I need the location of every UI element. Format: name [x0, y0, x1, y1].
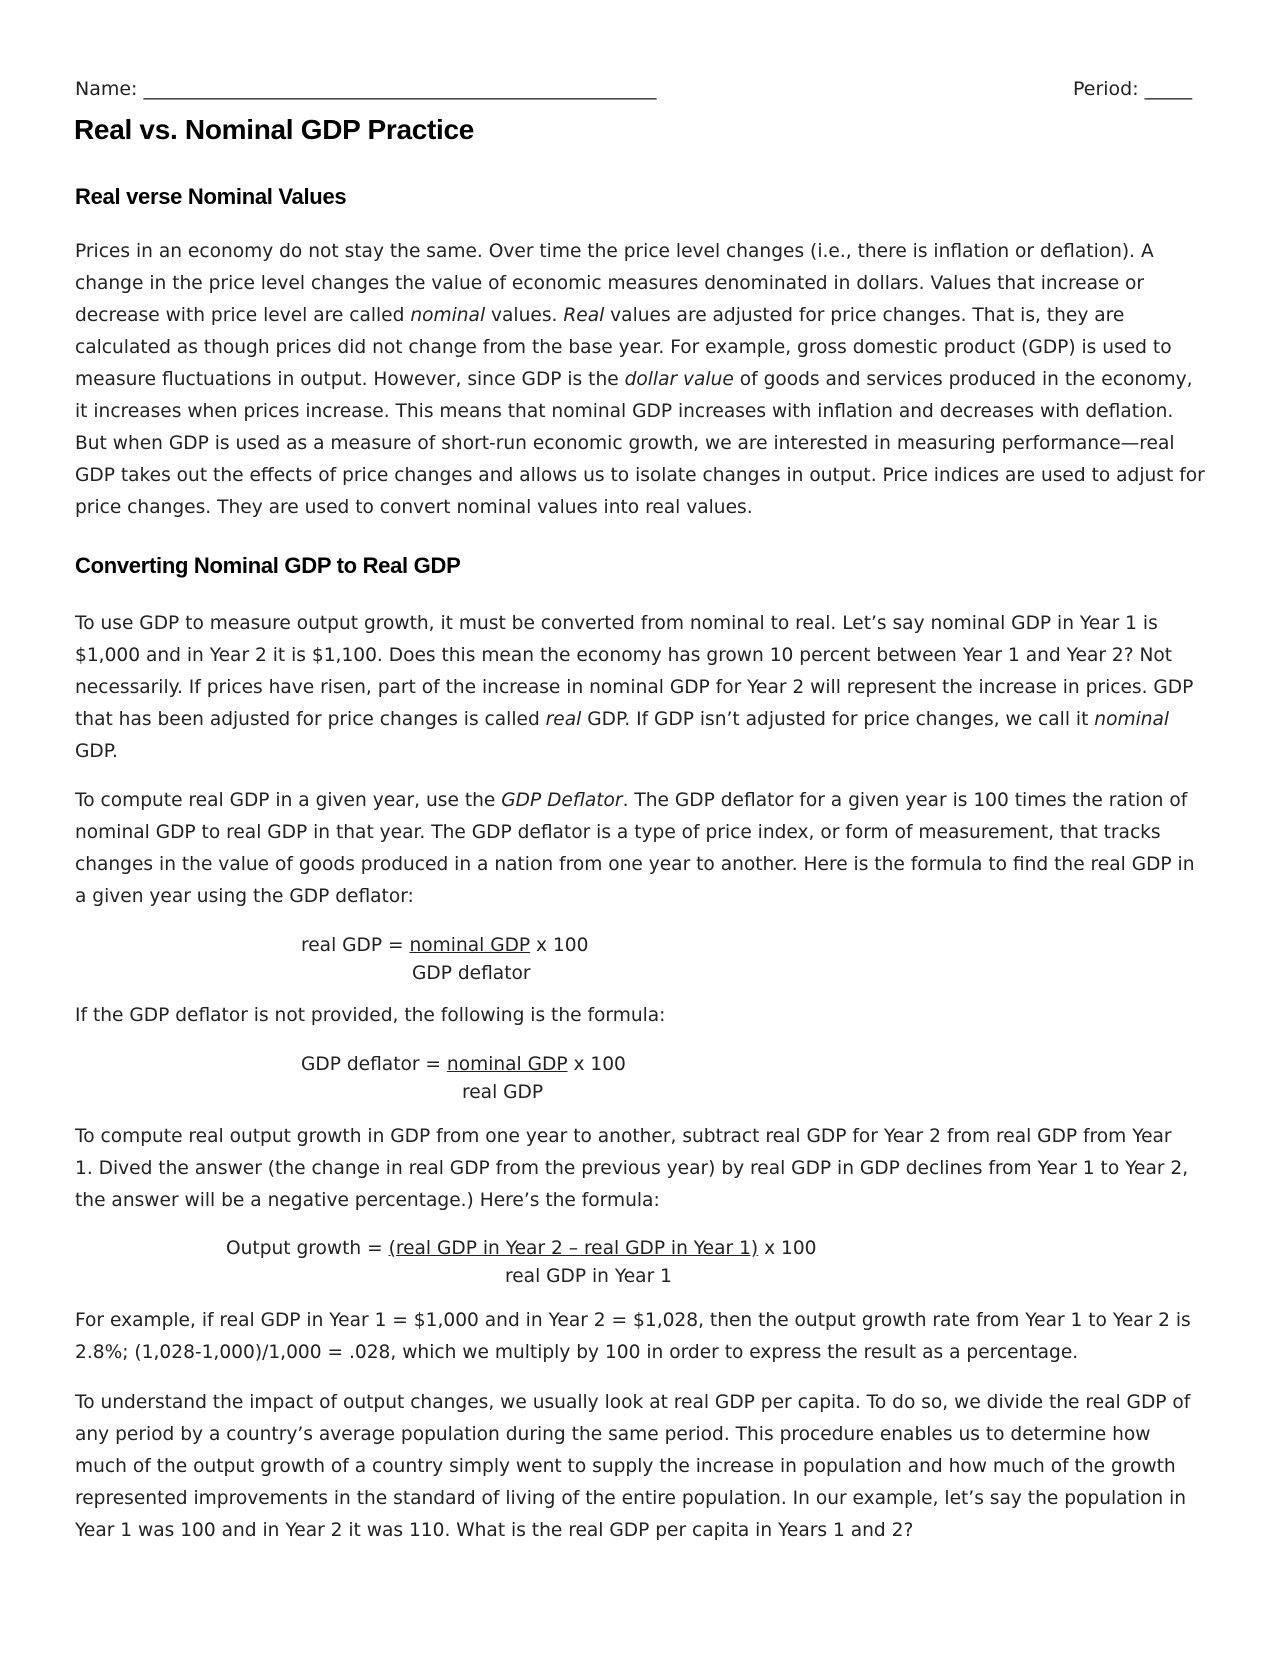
- emphasis-nominal: nominal: [410, 305, 486, 326]
- paragraph-deflator-not-provided: [75, 1000, 1210, 1032]
- paragraph-output-growth: [75, 1121, 1210, 1217]
- text-line: For example, if real GDP in Year 1 = $1,000 and in Year 2 = $1,028, then the output growth rate from Year 1 to Year 2 is: [75, 1310, 1191, 1331]
- page-title: Real vs. Nominal GDP Practice: [74, 114, 475, 145]
- text-line: But when GDP is used as a measure of short-run economic growth, we are interested in measuring performance—real: [75, 433, 1175, 454]
- text-line: necessarily. If prices have risen, part of the increase in nominal GDP for Year 2 will represent the increase in prices. GDP: [75, 677, 1194, 698]
- formula-real-gdp-denominator: GDP deflator: [412, 963, 531, 984]
- text-line: calculated as though prices did not change from the base year. For example, gross domestic product (GDP) is used to: [75, 337, 1172, 358]
- text-line: much of the output growth of a country simply went to supply the increase in population and how much of the growth: [75, 1456, 1176, 1477]
- section-heading-converting: Converting Nominal GDP to Real GDP: [75, 553, 461, 578]
- period-field-label: Period: _____: [1073, 78, 1193, 100]
- paragraph-example: [75, 1305, 1210, 1369]
- text-line: Year 1 was 100 and in Year 2 it was 110. What is the real GDP per capita in Years 1 and 2?: [75, 1520, 914, 1541]
- text-line: If the GDP deflator is not provided, the following is the formula:: [75, 1005, 666, 1026]
- formula-deflator-numerator: GDP deflator = nominal GDP x 100: [301, 1054, 626, 1075]
- emphasis-dollar-value: dollar value: [624, 369, 734, 390]
- formula-output-growth-numerator: Output growth = (real GDP in Year 2 – real GDP in Year 1) x 100: [226, 1238, 817, 1259]
- text-line: To compute real GDP in a given year, use the GDP Deflator. The GDP deflator for a given year is 100 times the ration of: [75, 790, 1188, 811]
- text-line: To compute real output growth in GDP from one year to another, subtract real GDP for Year 2 from real GDP from Year: [75, 1126, 1172, 1147]
- text-line: any period by a country’s average population during the same period. This procedure enables us to determine how: [75, 1424, 1151, 1445]
- text-line: GDP takes out the effects of price changes and allows us to isolate changes in output. Price indices are used to adjust for: [75, 465, 1205, 486]
- paragraph-gdp-deflator: [75, 785, 1210, 913]
- text-line: it increases when prices increase. This means that nominal GDP increases with inflation and decreases with deflation.: [75, 401, 1174, 422]
- emphasis-gdp-deflator: GDP Deflator: [501, 790, 623, 811]
- text-line: $1,000 and in Year 2 it is $1,100. Does this mean the economy has grown 10 percent between Year 1 and Year 2? Not: [75, 645, 1173, 666]
- formula-output-growth-denominator: real GDP in Year 1: [505, 1266, 672, 1287]
- text-line: that has been adjusted for price changes is called real GDP. If GDP isn’t adjusted for price changes, we call it nominal: [75, 709, 1170, 730]
- formula-real-gdp-numerator: real GDP = nominal GDP x 100: [301, 935, 589, 956]
- name-field-label: Name: ______________________________________________________: [75, 78, 657, 100]
- text-line: represented improvements in the standard of living of the entire population. In our example, let’s say the population in: [75, 1488, 1187, 1509]
- emphasis-real: Real: [563, 305, 605, 326]
- text-line: Prices in an economy do not stay the same. Over time the price level changes (i.e., there is inflation or deflation). A: [75, 241, 1154, 262]
- paragraph-converting-intro: [75, 608, 1210, 768]
- emphasis-real: real: [545, 709, 582, 730]
- text-line: 1. Dived the answer (the change in real GDP from the previous year) by real GDP in GDP declines from Year 1 to Year 2,: [75, 1158, 1189, 1179]
- paragraph-real-vs-nominal: [75, 236, 1210, 524]
- text-line: nominal GDP to real GDP in that year. The GDP deflator is a type of price index, or form of measurement, that tracks: [75, 822, 1161, 843]
- emphasis-nominal: nominal: [1094, 709, 1170, 730]
- text-line: 2.8%; (1,028-1,000)/1,000 = .028, which we multiply by 100 in order to express the result as a percentage.: [75, 1342, 1079, 1363]
- text-line: a given year using the GDP deflator:: [75, 886, 414, 907]
- paragraph-per-capita: [75, 1387, 1210, 1547]
- text-line: To use GDP to measure output growth, it must be converted from nominal to real. Let’s say nominal GDP in Year 1 is: [75, 613, 1158, 634]
- text-line: decrease with price level are called nominal values. Real values are adjusted for price changes. That is, they are: [75, 305, 1125, 326]
- section-heading-real-vs-nominal: Real verse Nominal Values: [75, 184, 347, 209]
- text-line: GDP.: [75, 741, 118, 762]
- formula-deflator-denominator: real GDP: [462, 1082, 544, 1103]
- text-line: changes in the value of goods produced in a nation from one year to another. Here is the formula to find the real GDP in: [75, 854, 1195, 875]
- text-line: measure fluctuations in output. However, since GDP is the dollar value of goods and services produced in the economy,: [75, 369, 1193, 390]
- text-line: To understand the impact of output changes, we usually look at real GDP per capita. To do so, we divide the real GDP of: [75, 1392, 1191, 1413]
- text-line: the answer will be a negative percentage.) Here’s the formula:: [75, 1190, 660, 1211]
- text-line: price changes. They are used to convert nominal values into real values.: [75, 497, 753, 518]
- text-line: change in the price level changes the value of economic measures denominated in dollars. Values that increase or: [75, 273, 1145, 294]
